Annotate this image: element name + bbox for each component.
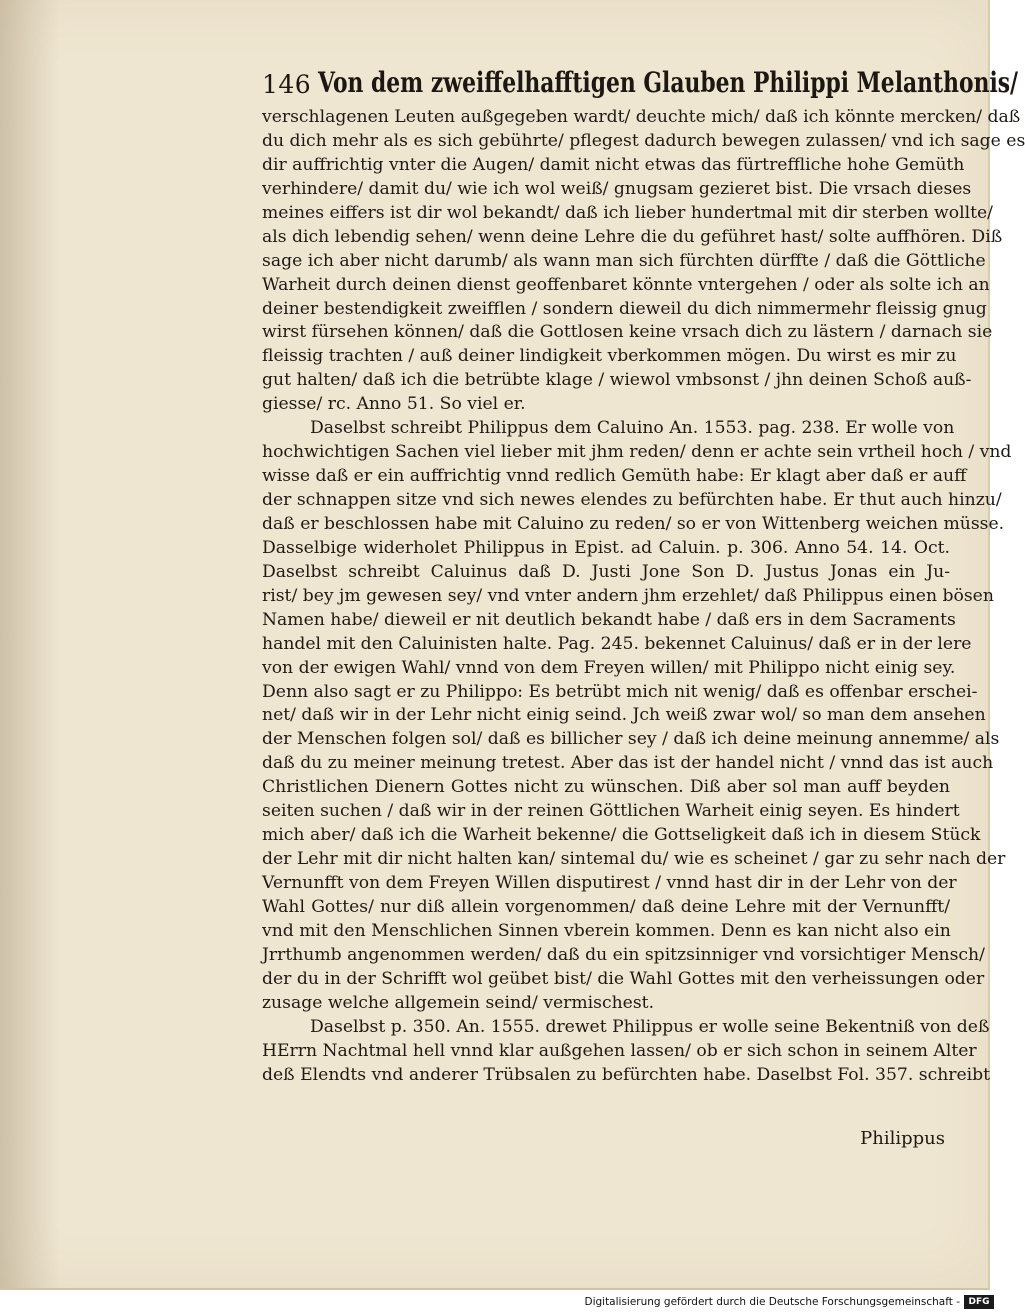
text-line: Warheit durch deinen dienst geoffenbaret könnte vntergehen / oder als solte ich an: [262, 274, 990, 295]
text-line: giesse/ rc. Anno 51. So viel er.: [262, 394, 526, 415]
text-line: handel mit den Caluinisten halte. Pag. 245. bekennet Caluinus/ daß er in der lere: [262, 633, 972, 654]
text-line: daß er beschlossen habe mit Caluino zu reden/ so er von Wittenberg weichen müsse.: [262, 513, 1005, 534]
text-line: wisse daß er ein auffrichtig vnnd redlich Gemüth habe: Er klagt aber daß er auff: [262, 466, 967, 487]
text-line: Daselbst schreibt Caluinus daß D. Justi Jone Son D. Justus Jonas ein Ju-: [262, 561, 950, 582]
text-line: der Menschen folgen sol/ daß es billicher sey / daß ich deine meinung annemme/ als: [262, 729, 1000, 750]
text-line: Dasselbige widerholet Philippus in Epist. ad Caluin. p. 306. Anno 54. 14. Oct.: [262, 537, 950, 558]
funding-credit: Digitalisierung gefördert durch die Deutsche Forschungsgemeinschaft -: [584, 1296, 960, 1308]
text-line: Vernunfft von dem Freyen Willen disputirest / vnnd hast dir in der Lehr von der: [262, 873, 957, 893]
dfg-logo: DFG: [964, 1295, 994, 1309]
text-line: dir auffrichtig vnter die Augen/ damit nicht etwas das fürtreffliche hohe Gemüth: [262, 154, 965, 175]
text-line: gut halten/ daß ich die betrübte klage / wiewol vmbsonst / jhn deinen Schoß auß-: [262, 370, 972, 391]
text-line: Christlichen Dienern Gottes nicht zu wünschen. Diß aber sol man auff beyden: [262, 777, 950, 798]
text-line: verhindere/ damit du/ wie ich wol weiß/ gnugsam gezieret bist. Die vrsach dieses: [262, 178, 972, 199]
text-line: Jrrthumb angenommen werden/ daß du ein spitzsinniger vnd vorsichtiger Mensch/: [262, 944, 985, 965]
text-line: verschlagenen Leuten außgegeben wardt/ deuchte mich/ daß ich könnte mercken/ daß: [262, 107, 1021, 127]
text-line: Denn also sagt er zu Philippo: Es betrübt mich nit wenig/ daß es offenbar erschei-: [262, 681, 978, 702]
text-line: der Lehr mit dir nicht halten kan/ sintemal du/ wie es scheinet / gar zu sehr nach der: [262, 849, 1006, 870]
text-line: als dich lebendig sehen/ wenn deine Lehre die du geführet hast/ solte auffhören. Diß: [262, 226, 1003, 247]
text-line: deß Elendts vnd anderer Trübsalen zu befürchten habe. Daselbst Fol. 357. schreibt: [262, 1064, 991, 1085]
text-line: mich aber/ daß ich die Warheit bekenne/ die Gottseligkeit daß ich in diesem Stück: [262, 825, 981, 846]
text-line: daß du zu meiner meinung tretest. Aber das ist der handel nicht / vnnd das ist auch: [262, 753, 994, 774]
text-line: von der ewigen Wahl/ vnnd von dem Freyen willen/ mit Philippo nicht einig sey.: [262, 657, 956, 678]
text-line: der schnappen sitze vnd sich newes elendes zu befürchten habe. Er thut auch hinzu/: [262, 490, 1002, 510]
text-line: Wahl Gottes/ nur diß allein vorgenommen/ daß deine Lehre mit der Vernunfft/: [262, 896, 950, 917]
running-head: Von dem zweiffelhafftigen Glauben Philippi Melanthonis/: [318, 66, 1019, 99]
catchword: Philippus: [860, 1128, 945, 1149]
spine-shadow: [0, 0, 60, 1288]
text-line: wirst fürsehen können/ daß die Gottlosen keine vrsach dich zu lästern / darnach sie: [262, 322, 993, 343]
text-line: net/ daß wir in der Lehr nicht einig seind. Jch weiß zwar wol/ so man dem ansehen: [262, 705, 986, 726]
text-line: Daselbst p. 350. An. 1555. drewet Philippus er wolle seine Bekentniß von deß: [310, 1016, 990, 1037]
text-line: zusage welche allgemein seind/ vermischest.: [262, 992, 655, 1013]
text-line: der du in der Schrifft wol geübet bist/ die Wahl Gottes mit den verheissungen oder: [262, 968, 985, 989]
body-text: [262, 106, 1025, 1087]
text-line: meines eiffers ist dir wol bekandt/ daß ich lieber hundertmal mit dir sterben wollte/: [262, 202, 993, 223]
text-line: seiten suchen / daß wir in der reinen Göttlichen Warheit einig seyen. Es hindert: [262, 801, 960, 822]
text-line: Namen habe/ dieweil er nit deutlich bekandt habe / daß ers in dem Sacraments: [262, 609, 956, 630]
text-line: deiner bestendigkeit zweifflen / sondern dieweil du dich nimmermehr fleissig gnug: [262, 298, 987, 319]
text-line: du dich mehr als es sich gebührte/ pflegest dadurch bewegen zulassen/ vnd ich sage es: [262, 130, 1025, 151]
text-line: hochwichtigen Sachen viel lieber mit jhm reden/ denn er achte sein vrtheil hoch / vnd: [262, 442, 1012, 463]
text-line: fleissig trachten / auß deiner lindigkeit vberkommen mögen. Du wirst es mir zu: [262, 346, 957, 367]
text-line: HErrn Nachtmal hell vnnd klar außgehen lassen/ ob er sich schon in seinem Alter: [262, 1040, 977, 1061]
text-line: Daselbst schreibt Philippus dem Caluino An. 1553. pag. 238. Er wolle von: [310, 418, 955, 439]
page-number: 146: [262, 70, 312, 99]
text-line: rist/ bey jm gewesen sey/ vnd vnter andern jhm erzehlet/ daß Philippus einen bösen: [262, 585, 994, 606]
text-line: sage ich aber nicht darumb/ als wann man sich fürchten dürffte / daß die Göttliche: [262, 250, 986, 271]
text-line: vnd mit den Menschlichen Sinnen vberein kommen. Denn es kan nicht also ein: [262, 920, 951, 941]
